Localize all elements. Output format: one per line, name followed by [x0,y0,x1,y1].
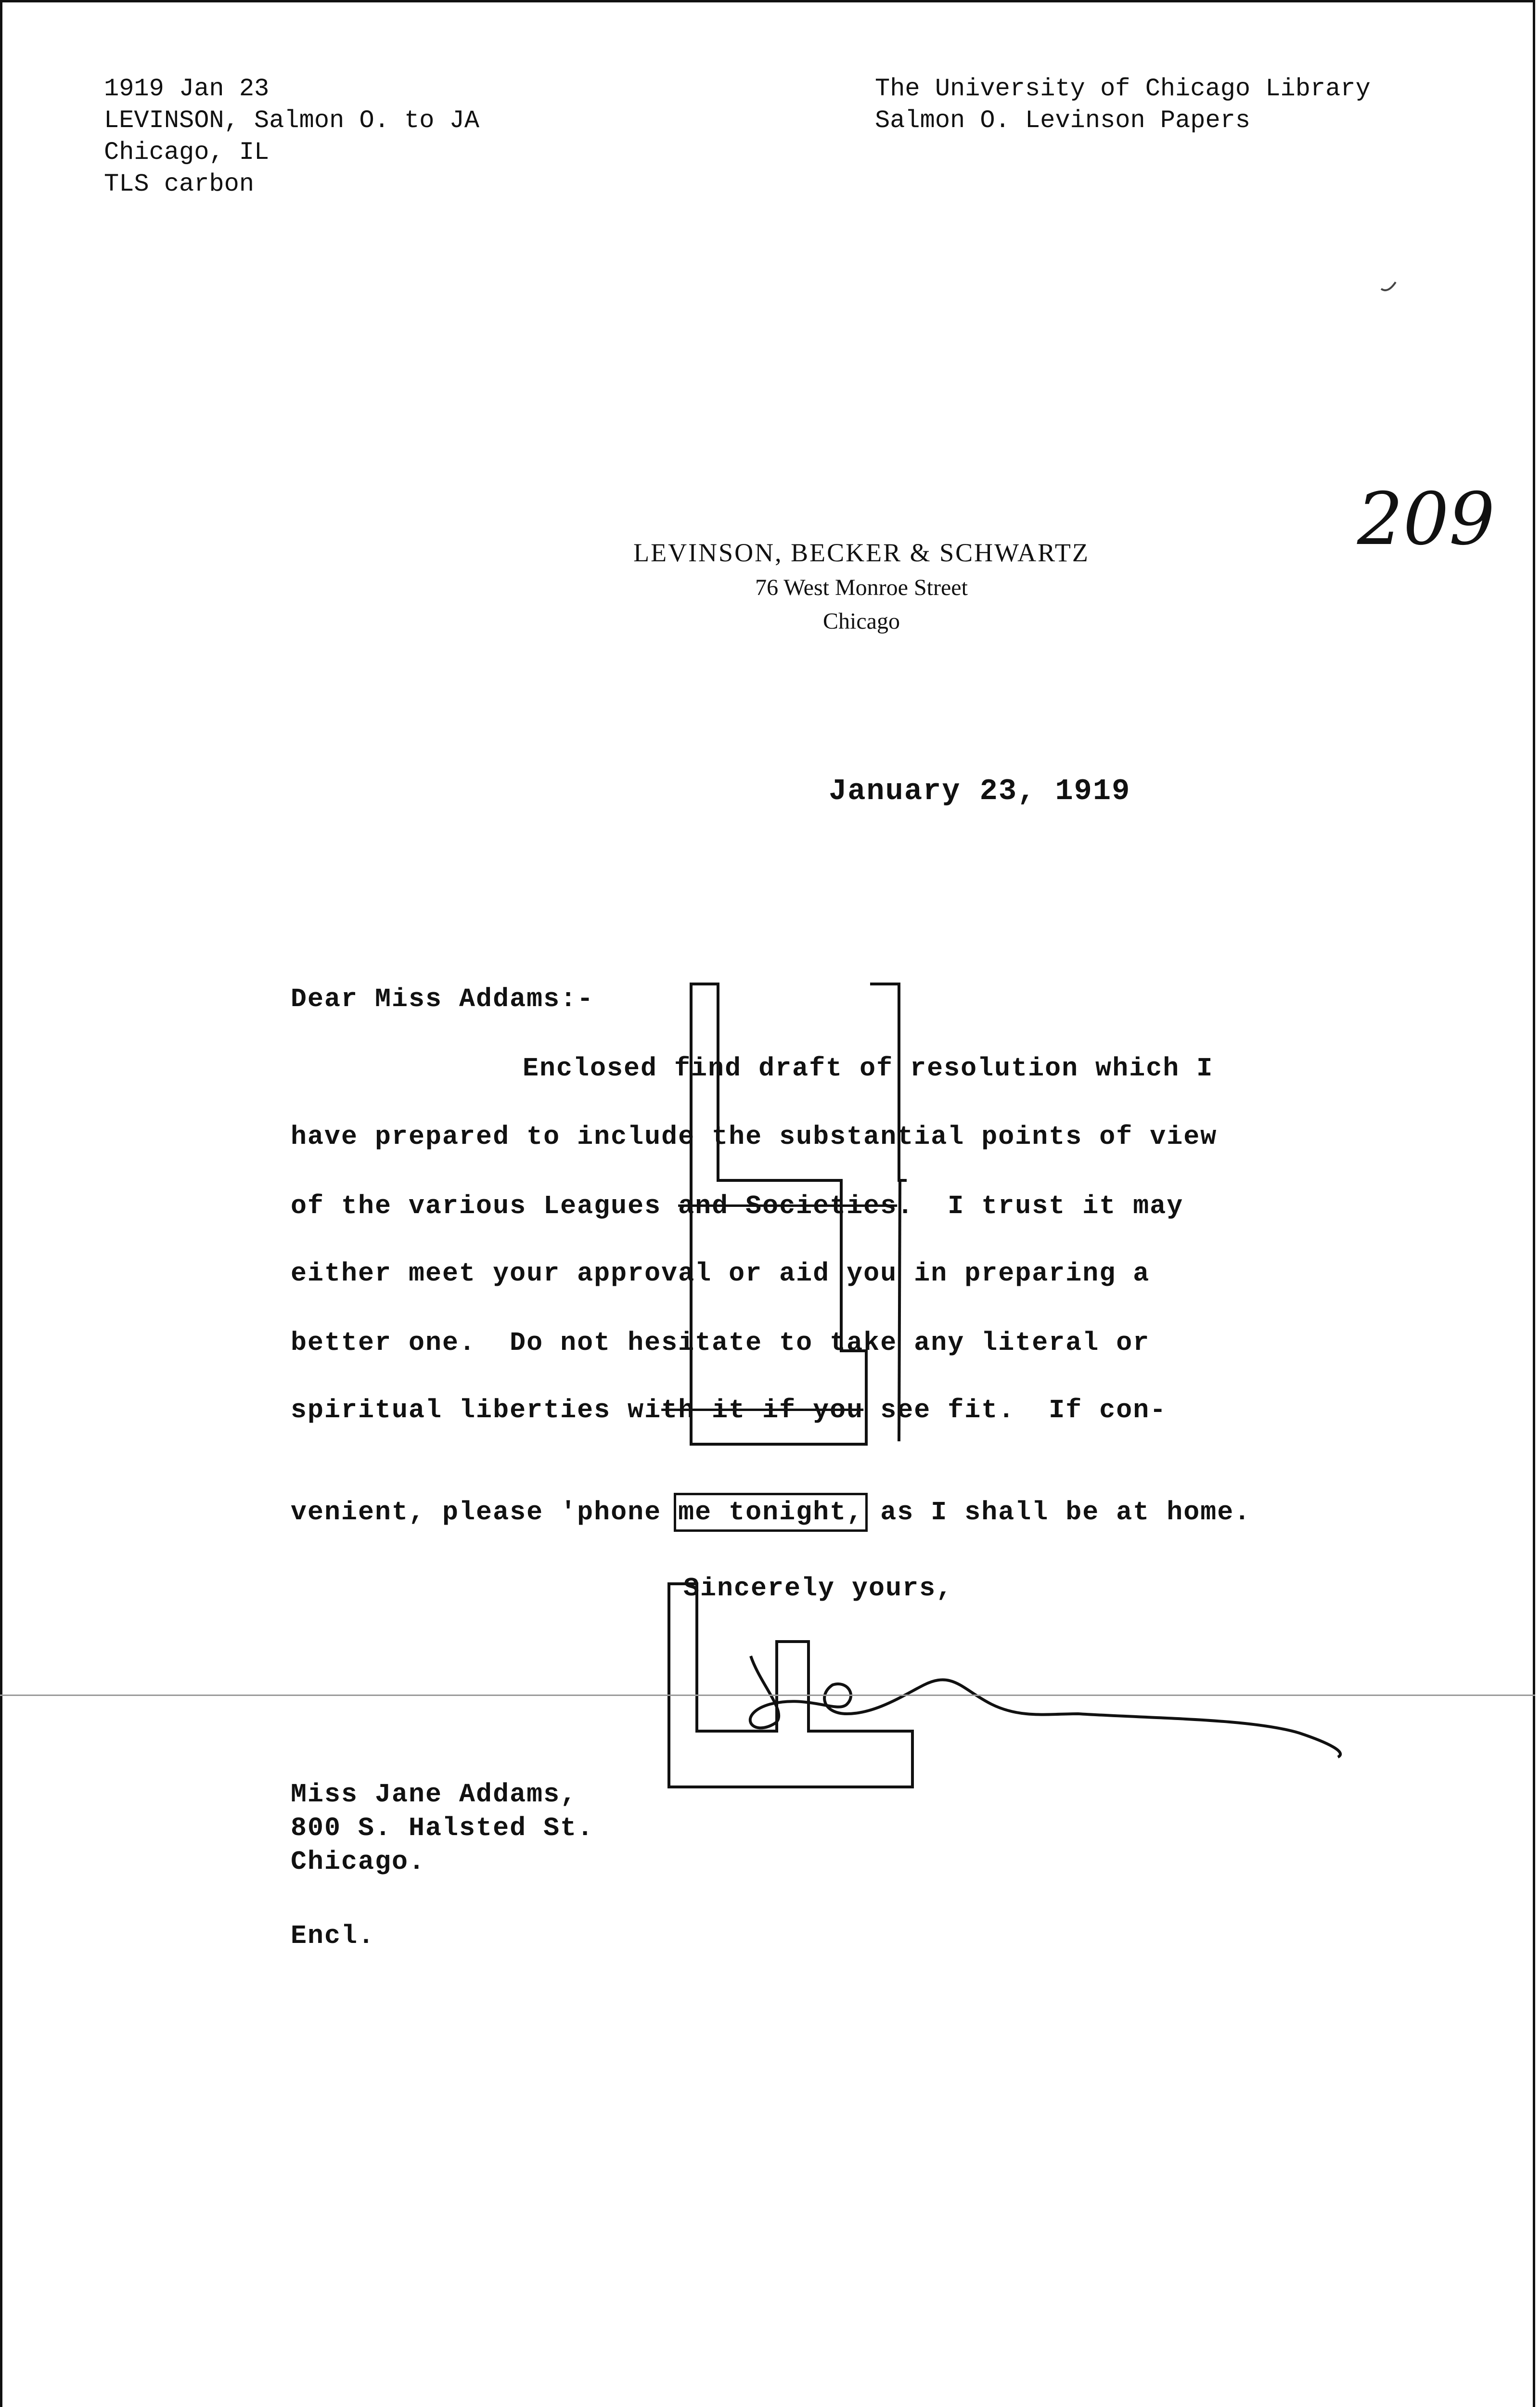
body-text: see fit. If con- [863,1395,1167,1425]
body-line: have prepared to include the substantial points of view [291,1122,1218,1152]
body-text: . I trust it may [897,1191,1184,1221]
letter-date: January 23, 1919 [829,774,1131,808]
body-line [291,1395,1167,1425]
addressee-name: Miss Jane Addams, [291,1779,578,1810]
catalog-place: Chicago, IL [104,138,270,167]
body-line: Enclosed find draft of resolution which I [523,1053,1214,1084]
salutation: Dear Miss Addams:- [291,984,594,1014]
enclosure-note: Encl. [291,1921,375,1951]
body-line [291,1497,1251,1527]
archive-metadata [875,73,1371,137]
body-text: spiritual liberties wi [291,1395,662,1425]
letterhead-firm: LEVINSON, BECKER & SCHWARTZ [633,538,1090,567]
letterhead [529,534,1194,638]
body-text: of the various Leagues [291,1191,679,1221]
archive-library: The University of Chicago Library [875,75,1371,103]
archive-collection: Salmon O. Levinson Papers [875,106,1251,135]
body-text: venient, please 'phone [291,1497,679,1527]
catalog-date: 1919 Jan 23 [104,75,270,103]
body-line: either meet your approval or aid you in preparing a [291,1258,1150,1289]
letterhead-street: 76 West Monroe Street [755,575,968,600]
closing: Sincerely yours, [683,1573,953,1604]
letterhead-city: Chicago [823,608,900,634]
body-text: as I shall be at home. [863,1497,1251,1527]
page-number-text: 209 [1357,478,1495,561]
scan-fold-line [0,1695,1535,1696]
struck-text: th it if you [661,1395,864,1425]
addressee-city: Chicago. [291,1847,426,1877]
body-line: better one. Do not hesitate to take any literal or [291,1328,1150,1358]
struck-text: and Societies [678,1191,898,1221]
body-line [291,1191,1183,1221]
catalog-type: TLS carbon [104,170,255,198]
boxed-phrase: me tonight, [678,1497,864,1527]
catalog-metadata [104,73,479,200]
catalog-correspondents: LEVINSON, Salmon O. to JA [104,106,480,135]
addressee-street: 800 S. Halsted St. [291,1813,594,1843]
